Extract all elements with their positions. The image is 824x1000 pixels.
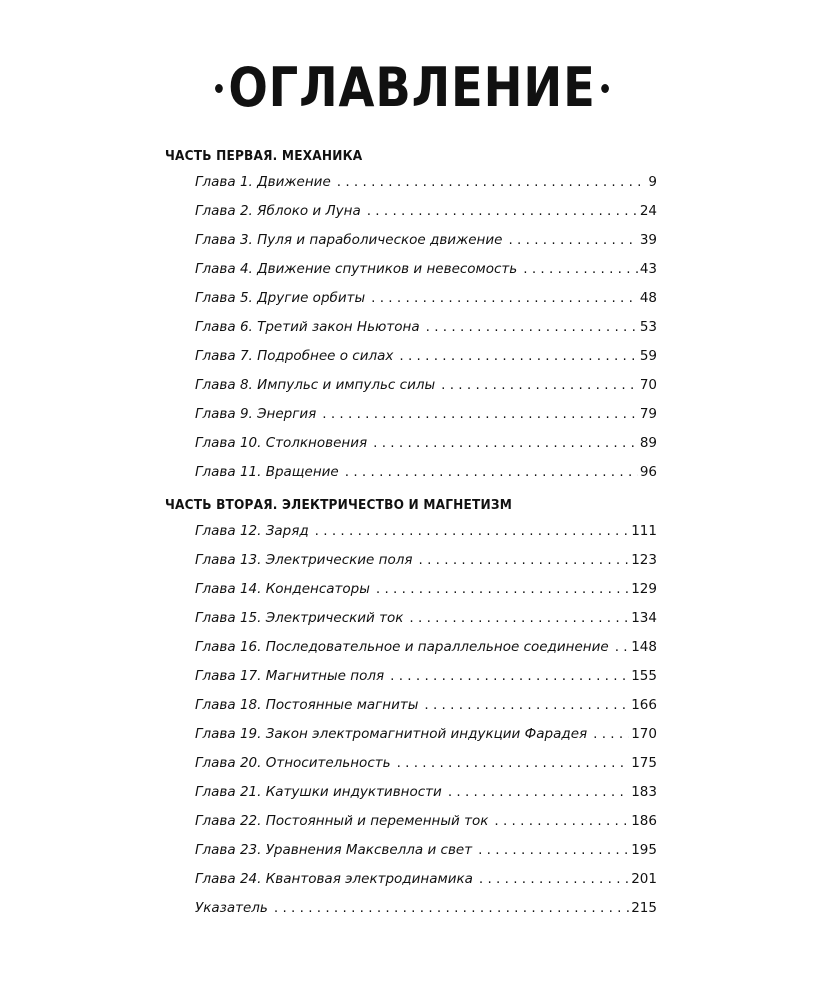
toc-entry-page: 155	[631, 668, 657, 684]
toc-entry[interactable]	[195, 546, 657, 575]
page-title-text: ОГЛАВЛЕНИЕ	[228, 56, 596, 119]
toc-entry-label: Глава 14. Конденсаторы	[195, 581, 370, 597]
toc-entry[interactable]	[195, 429, 657, 458]
toc-entry[interactable]	[195, 575, 657, 604]
toc-entry[interactable]	[195, 836, 657, 865]
toc-entry-label: Глава 5. Другие орбиты	[195, 290, 366, 306]
toc-entry-label: Глава 10. Столкновения	[195, 435, 368, 451]
dot-leader	[448, 778, 629, 807]
toc-entry-page: 39	[639, 232, 657, 248]
toc-entry-label: Глава 23. Уравнения Максвелла и свет	[195, 842, 473, 858]
dot-leader	[399, 342, 637, 371]
dot-leader	[367, 197, 638, 226]
toc-entry-label: Глава 22. Постоянный и переменный ток	[195, 813, 489, 829]
toc-entry[interactable]	[195, 255, 657, 284]
toc-entry-label: Глава 16. Последовательное и параллельное соединение	[195, 639, 609, 655]
dot-leader	[441, 371, 638, 400]
toc-entry[interactable]	[195, 662, 657, 691]
toc-entry-label: Глава 2. Яблоко и Луна	[195, 203, 361, 219]
toc-entry-page: 89	[639, 435, 657, 451]
dot-leader	[523, 255, 638, 284]
toc-entry[interactable]	[195, 691, 657, 720]
toc-entry-label: Глава 18. Постоянные магниты	[195, 697, 419, 713]
toc-entry[interactable]	[195, 865, 657, 894]
dot-leader	[508, 226, 637, 255]
toc-entry-page: 195	[631, 842, 657, 858]
toc-entry[interactable]	[195, 458, 657, 487]
title-dot-left	[215, 84, 223, 93]
toc-entry-label: Глава 19. Закон электромагнитной индукции Фарадея	[195, 726, 588, 742]
toc-entry[interactable]	[195, 284, 657, 313]
dot-leader	[373, 429, 638, 458]
toc-entry[interactable]	[195, 313, 657, 342]
toc-entry-label: Глава 11. Вращение	[195, 464, 339, 480]
dot-leader	[615, 633, 630, 662]
toc-entry-label: Глава 12. Заряд	[195, 523, 309, 539]
toc-entry-label: Глава 4. Движение спутников и невесомость	[195, 261, 518, 277]
toc-entry-page: 186	[631, 813, 657, 829]
title-dot-right	[601, 84, 609, 93]
dot-leader	[494, 807, 629, 836]
toc-entry-label: Глава 17. Магнитные поля	[195, 668, 385, 684]
part-heading: ЧАСТЬ ВТОРАЯ. ЭЛЕКТРИЧЕСТВО И МАГНЕТИЗМ	[165, 497, 512, 513]
part-heading: ЧАСТЬ ПЕРВАЯ. МЕХАНИКА	[165, 148, 363, 164]
dot-leader	[479, 865, 629, 894]
toc-entry-page: 48	[639, 290, 657, 306]
dot-leader	[419, 546, 630, 575]
toc-entry-page: 70	[639, 377, 657, 393]
toc-entry-page: 123	[631, 552, 657, 568]
dot-leader	[315, 517, 630, 546]
toc-entry-label: Глава 20. Относительность	[195, 755, 391, 771]
dot-leader	[371, 284, 638, 313]
toc-entry[interactable]	[195, 778, 657, 807]
toc-entry-label: Глава 8. Импульс и импульс силы	[195, 377, 436, 393]
toc-entry[interactable]	[195, 720, 657, 749]
toc-entry-page: 96	[639, 464, 657, 480]
dot-leader	[397, 749, 630, 778]
toc-entry-label: Глава 3. Пуля и параболическое движение	[195, 232, 503, 248]
part-one-entries	[165, 168, 657, 487]
toc-entry[interactable]	[195, 517, 657, 546]
dot-leader	[426, 313, 638, 342]
toc-entry[interactable]	[195, 197, 657, 226]
toc-entry[interactable]	[195, 400, 657, 429]
toc-entry-label: Глава 24. Квантовая электродинамика	[195, 871, 473, 887]
toc-entry-label: Глава 7. Подробнее о силах	[195, 348, 394, 364]
dot-leader	[322, 400, 638, 429]
table-of-contents	[165, 144, 657, 923]
toc-entry[interactable]	[195, 633, 657, 662]
toc-entry-label: Глава 15. Электрический ток	[195, 610, 404, 626]
toc-entry-page: 175	[631, 755, 657, 771]
toc-entry-page: 215	[631, 900, 657, 916]
toc-entry-label: Глава 9. Энергия	[195, 406, 317, 422]
dot-leader	[337, 168, 647, 197]
toc-entry-label: Глава 21. Катушки индуктивности	[195, 784, 442, 800]
dot-leader	[390, 662, 629, 691]
toc-entry[interactable]	[195, 604, 657, 633]
toc-entry-page: 79	[639, 406, 657, 422]
dot-leader	[345, 458, 638, 487]
toc-entry-label: Глава 1. Движение	[195, 174, 331, 190]
toc-entry-page: 129	[631, 581, 657, 597]
part-two-entries	[165, 517, 657, 923]
toc-entry-label: Глава 13. Электрические поля	[195, 552, 413, 568]
toc-entry-page: 43	[639, 261, 657, 277]
toc-entry[interactable]	[195, 749, 657, 778]
toc-entry-page: 111	[631, 523, 657, 539]
dot-leader	[593, 720, 629, 749]
dot-leader	[376, 575, 629, 604]
toc-entry[interactable]	[195, 168, 657, 197]
dot-leader	[409, 604, 629, 633]
toc-entry[interactable]	[195, 807, 657, 836]
toc-entry-page: 24	[639, 203, 657, 219]
toc-entry-page: 9	[648, 174, 657, 190]
toc-entry-page: 201	[631, 871, 657, 887]
toc-entry-label: Указатель	[195, 900, 268, 916]
dot-leader	[478, 836, 629, 865]
dot-leader	[424, 691, 629, 720]
toc-entry-page: 59	[639, 348, 657, 364]
toc-entry[interactable]	[195, 342, 657, 371]
toc-entry[interactable]	[195, 226, 657, 255]
dot-leader	[274, 894, 629, 923]
toc-entry-page: 170	[631, 726, 657, 742]
toc-entry-page: 148	[631, 639, 657, 655]
toc-entry-page: 53	[639, 319, 657, 335]
toc-entry[interactable]	[195, 894, 657, 923]
toc-entry[interactable]	[195, 371, 657, 400]
toc-entry-page: 183	[631, 784, 657, 800]
toc-entry-page: 134	[631, 610, 657, 626]
toc-entry-label: Глава 6. Третий закон Ньютона	[195, 319, 420, 335]
toc-entry-page: 166	[631, 697, 657, 713]
page-title	[58, 55, 767, 121]
